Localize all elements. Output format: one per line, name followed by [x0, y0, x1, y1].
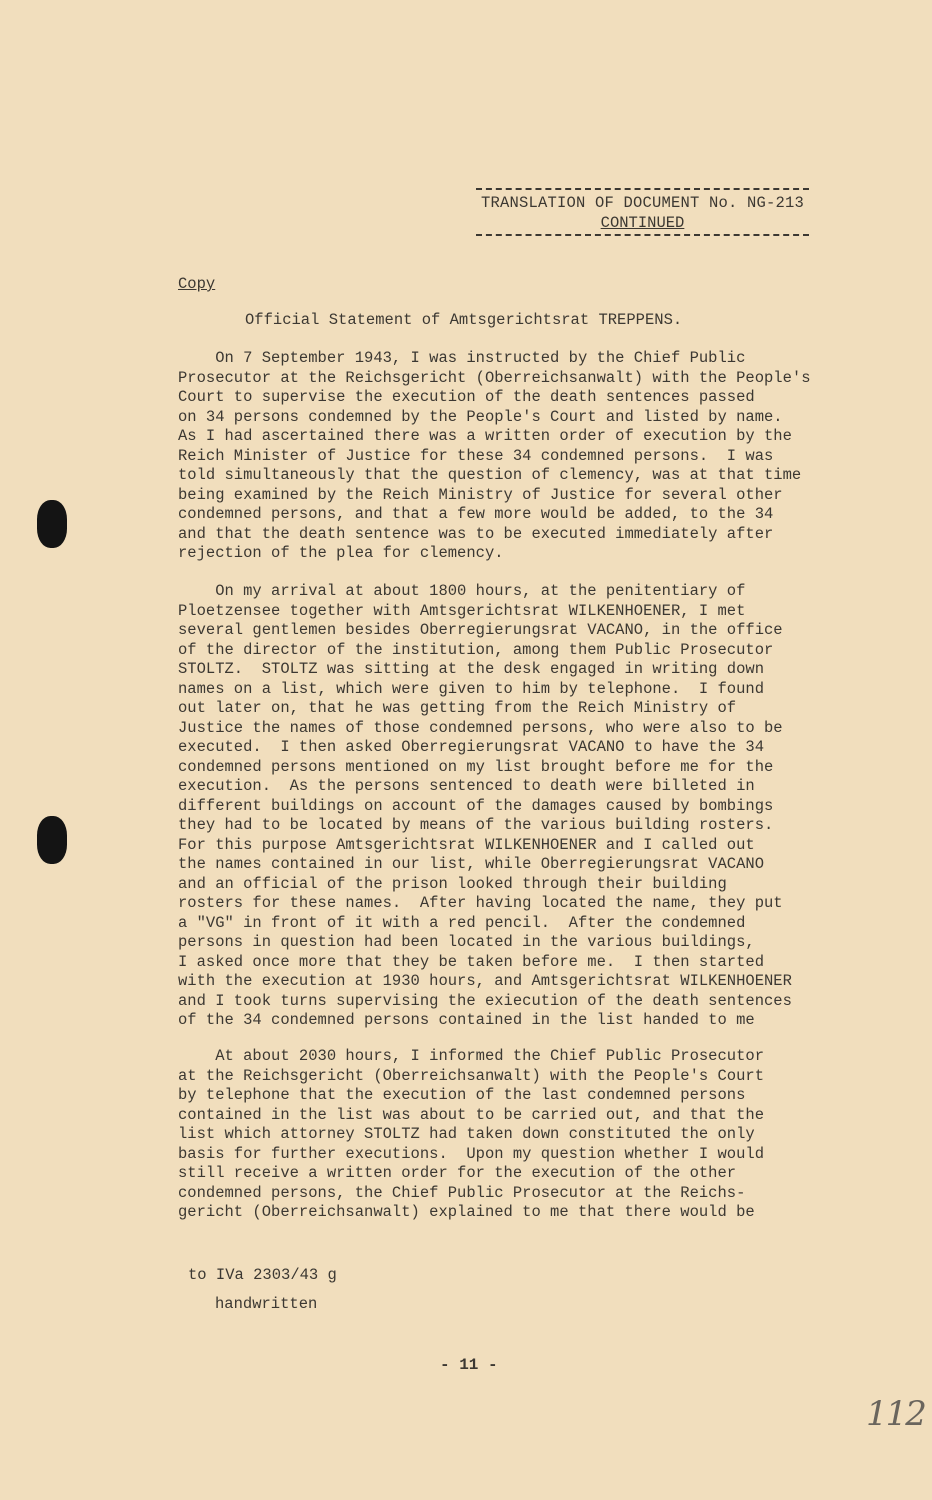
paragraph-line: Reich Minister of Justice for these 34 condemned persons. I was	[178, 446, 774, 465]
punch-hole-top	[37, 500, 67, 548]
paragraph-line: At about 2030 hours, I informed the Chief Public Prosecutor	[178, 1047, 764, 1065]
handwritten-note: handwritten	[215, 1295, 318, 1313]
paragraph-line: still receive a written order for the execution of the other	[178, 1164, 737, 1182]
header-rule-bottom	[476, 234, 809, 236]
paragraph-line: execution. As the persons sentenced to death were billeted in	[178, 777, 755, 795]
paragraph-line: Ploetzensee together with Amtsgerichtsrat WILKENHOENER, I met	[178, 601, 746, 620]
page-number: - 11 -	[440, 1356, 498, 1374]
paragraph-line: Justice the names of those condemned persons, who were also to be	[178, 718, 783, 737]
paragraph-line: names on a list, which were given to him by telephone. I found	[178, 679, 764, 698]
paragraph-line: Prosecutor at the Reichsgericht (Oberreichsanwalt) with the People's	[178, 368, 811, 387]
pencil-page-number: 112	[866, 1394, 925, 1434]
paragraph-line: at the Reichsgericht (Oberreichsanwalt) with the People's Court	[178, 1066, 764, 1085]
file-reference: to IVa 2303/43 g	[188, 1266, 337, 1284]
paragraph-line: On 7 September 1943, I was instructed by the Chief Public	[178, 349, 746, 367]
header-title: TRANSLATION OF DOCUMENT No. NG-213	[480, 194, 805, 212]
paragraph-line: being examined by the Reich Ministry of Justice for several other	[178, 485, 783, 504]
punch-hole-bottom	[37, 816, 67, 864]
paragraph-line: persons in question had been located in the various buildings,	[178, 933, 755, 951]
paragraph-line: list which attorney STOLTZ had taken down constituted the only	[178, 1125, 755, 1143]
paragraph-1	[178, 349, 838, 564]
paragraph-line: a "VG" in front of it with a red pencil. After the condemned	[178, 913, 746, 932]
paragraph-line: with the execution at 1930 hours, and Amtsgerichtsrat WILKENHOENER	[178, 972, 792, 990]
paragraph-line: executed. I then asked Oberregierungsrat VACANO to have the 34	[178, 738, 764, 756]
paragraph-line: of the 34 condemned persons contained in the list handed to me	[178, 1011, 755, 1029]
paragraph-line: Court to supervise the execution of the death sentences passed	[178, 388, 755, 406]
copy-label: Copy	[178, 275, 216, 293]
header-continued: CONTINUED	[600, 214, 685, 232]
paragraph-line: by telephone that the execution of the last condemned persons	[178, 1086, 746, 1104]
paragraph-line: different buildings on account of the damages caused by bombings	[178, 796, 774, 815]
paragraph-line: they had to be located by means of the various building rosters.	[178, 816, 774, 834]
paragraph-line: condemned persons, and that a few more would be added, to the 34	[178, 505, 774, 523]
paragraph-2	[178, 582, 838, 1031]
paragraph-line: and an official of the prison looked through their building	[178, 874, 727, 893]
paragraph-line: of the director of the institution, among them Public Prosecutor	[178, 640, 774, 659]
paragraph-line: contained in the list was about to be carried out, and that the	[178, 1105, 764, 1124]
paragraph-line: rejection of the plea for clemency.	[178, 544, 504, 562]
paragraph-line: basis for further executions. Upon my question whether I would	[178, 1144, 764, 1163]
paragraph-line: As I had ascertained there was a written order of execution by the	[178, 427, 792, 445]
paragraph-line: rosters for these names. After having located the name, they put	[178, 894, 783, 912]
document-header	[470, 188, 815, 236]
paragraph-line: STOLTZ. STOLTZ was sitting at the desk engaged in writing down	[178, 660, 764, 678]
paragraph-line: For this purpose Amtsgerichtsrat WILKENHOENER and I called out	[178, 835, 755, 854]
header-rule-top	[476, 188, 809, 190]
paragraph-line: several gentlemen besides Oberregierungsrat VACANO, in the office	[178, 621, 783, 639]
paragraph-line: condemned persons, the Chief Public Prosecutor at the Reichs-	[178, 1183, 746, 1202]
paragraph-line: and that the death sentence was to be executed immediately after	[178, 524, 774, 543]
paragraph-3	[178, 1047, 838, 1223]
paragraph-line: I asked once more that they be taken before me. I then started	[178, 952, 764, 971]
paragraph-line: gericht (Oberreichsanwalt) explained to me that there would be	[178, 1203, 755, 1221]
paragraph-line: On my arrival at about 1800 hours, at the penitentiary of	[178, 582, 746, 600]
paragraph-line: and I took turns supervising the exiecution of the death sentences	[178, 991, 792, 1010]
statement-title: Official Statement of Amtsgerichtsrat TREPPENS.	[245, 311, 683, 329]
paragraph-line: told simultaneously that the question of clemency, was at that time	[178, 466, 802, 484]
paragraph-line: out later on, that he was getting from the Reich Ministry of	[178, 699, 737, 717]
paragraph-line: condemned persons mentioned on my list brought before me for the	[178, 757, 774, 776]
paragraph-line: the names contained in our list, while Oberregierungsrat VACANO	[178, 855, 764, 873]
paragraph-line: on 34 persons condemned by the People's Court and listed by name.	[178, 407, 783, 426]
